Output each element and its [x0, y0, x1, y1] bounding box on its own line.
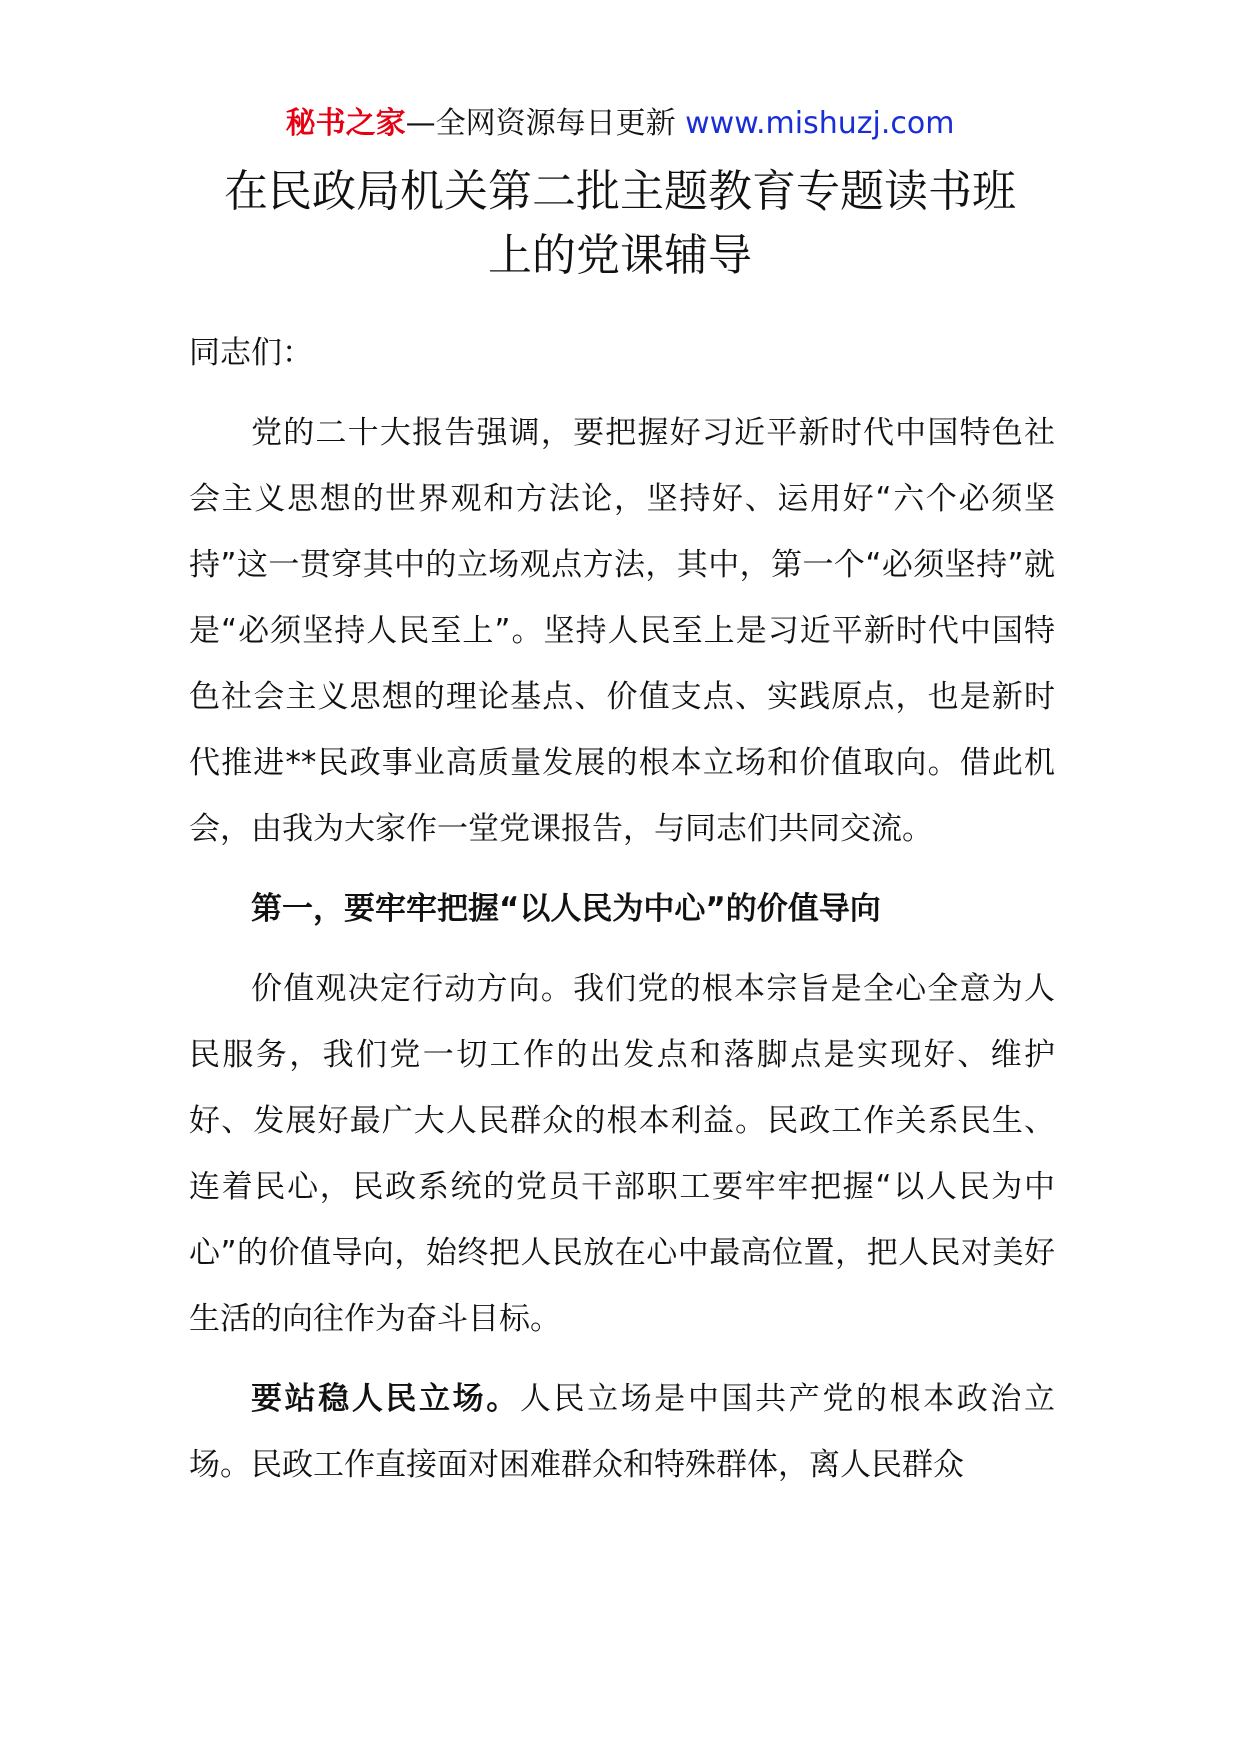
title-line-2: 上的党课辅导 — [488, 230, 752, 281]
document-title — [160, 160, 1080, 288]
point-1-lead: 要站稳人民立场。 — [251, 1381, 520, 1417]
site-brand: 秘书之家 — [285, 106, 406, 141]
site-header — [0, 100, 1240, 148]
salutation: 同志们： — [189, 335, 313, 371]
document-body — [189, 320, 1055, 1512]
title-line-1: 在民政局机关第二批主题教育专题读书班 — [224, 166, 1016, 217]
section-1-point-1 — [189, 1366, 1055, 1498]
section-1-paragraph: 价值观决定行动方向。我们党的根本宗旨是全心全意为人民服务，我们党一切工作的出发点和落脚点是实现好、维护好、发展好最广大人民群众的根本利益。民政工作关系民生、连着民心，民政系统的党员干部职工要牢牢把握“以人民为中心”的价值导向，始终把人民放在心中最高位置，把人民对美好生活的向往作为奋斗目标。 — [189, 971, 1055, 1337]
section-1-heading: 第一，要牢牢把握“以人民为中心”的价值导向 — [251, 891, 881, 927]
site-slogan: —全网资源每日更新 — [405, 106, 686, 141]
site-url-link[interactable]: www.mishuzj.com — [685, 106, 955, 141]
intro-paragraph: 党的二十大报告强调，要把握好习近平新时代中国特色社会主义思想的世界观和方法论，坚持好、运用好“六个必须坚持”这一贯穿其中的立场观点方法，其中，第一个“必须坚持”就是“必须坚持人民至上”。坚持人民至上是习近平新时代中国特色社会主义思想的理论基点、价值支点、实践原点，也是新时代推进**民政事业高质量发展的根本立场和价值取向。借此机会，由我为大家作一堂党课报告，与同志们共同交流。 — [189, 415, 1055, 847]
point-1-text: 人民立场是中国共产党的根本政治立场。民政工作直接面对困难群众和特殊群体，离人民群众 — [189, 1381, 1056, 1483]
